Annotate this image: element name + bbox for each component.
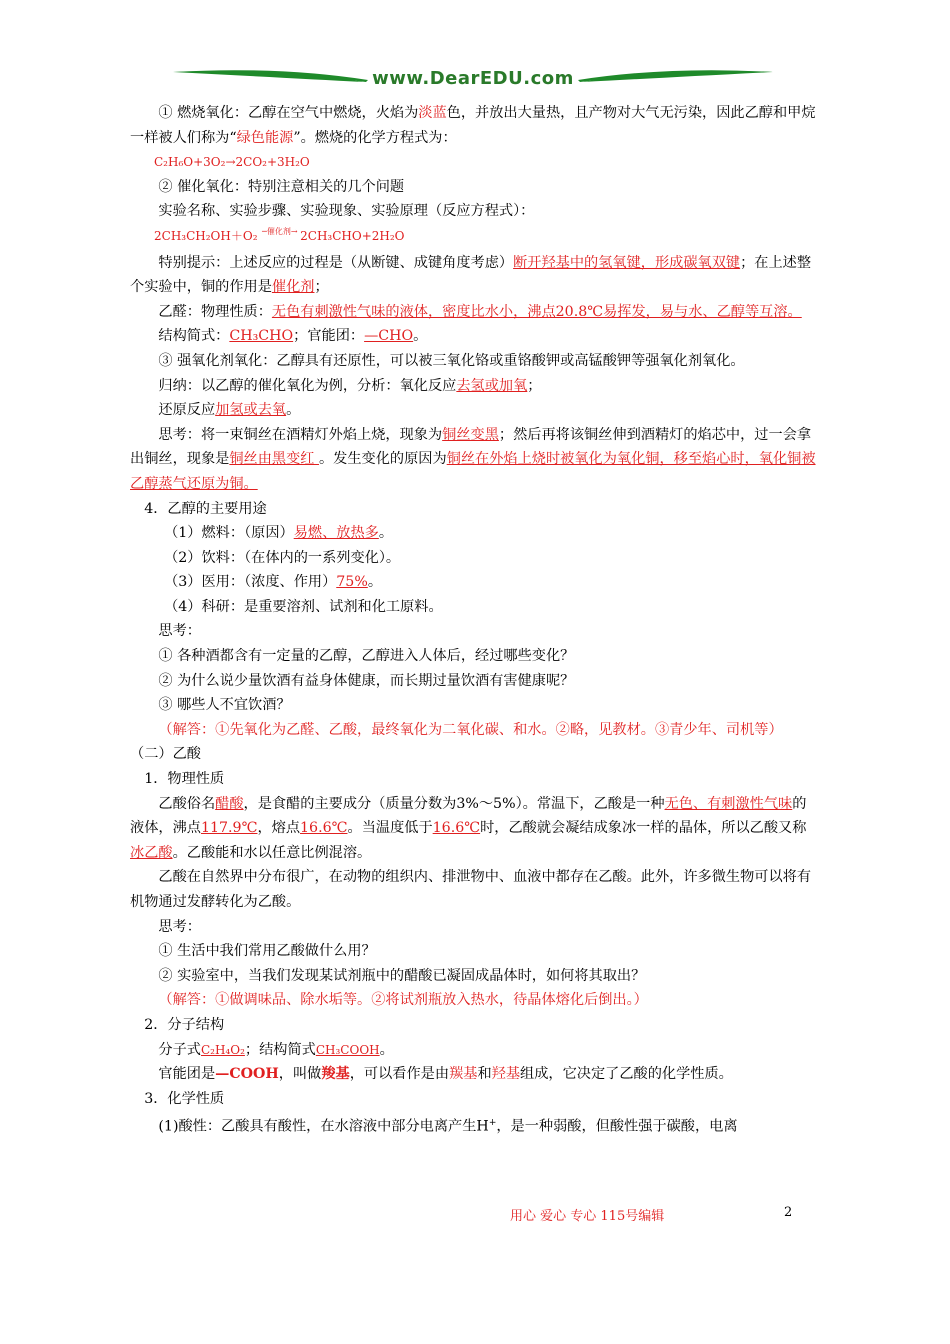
heading-ethanol-uses: 4．乙醇的主要用途 bbox=[144, 500, 267, 517]
question-3: ③ 哪些人不宜饮酒？ bbox=[158, 697, 291, 714]
paragraph-reduction: 还原反应加氢或去氧。 bbox=[158, 402, 301, 419]
use-research: （4）科研：是重要溶剂、试剂和化工原料。 bbox=[164, 598, 443, 615]
answer-1: （解答：①先氧化为乙醛、乙酸，最终氧化为二氧化碳、和水。②略，见教材。③青少年、司机等） bbox=[158, 721, 783, 738]
paragraph-structure: 结构简式：CH₃CHO；官能团：—CHO。 bbox=[158, 328, 428, 345]
paragraph-experiment: 实验名称、实验步骤、实验现象、实验原理（反应方程式）： bbox=[158, 203, 535, 220]
paragraph-nature: 乙酸在自然界中分布很广，在动物的组织内、排泄物中、血液中都存在乙酸。此外，许多微生物可以将有机物通过发酵转化为乙酸。 bbox=[130, 869, 812, 910]
equation-combustion: C₂H₆O+3O₂→2CO₂+3H₂O bbox=[154, 155, 310, 170]
heading-structure: 2．分子结构 bbox=[144, 1016, 225, 1033]
document-body bbox=[130, 101, 820, 1140]
page-number: 2 bbox=[784, 1205, 793, 1220]
answer-2: （解答：①做调味品、除水垢等。②将试剂瓶放入热水，待晶体熔化后倒出。） bbox=[158, 992, 648, 1009]
heading-chemical: 3．化学性质 bbox=[144, 1090, 225, 1107]
paragraph-strong-oxidation: ③ 强氧化剂氧化：乙醇具有还原性，可以被三氧化铬或重铬酸钾或高锰酸钾等强氧化剂氧化。 bbox=[158, 352, 745, 369]
site-banner bbox=[168, 62, 778, 98]
paragraph-physical: 乙酸俗名醋酸，是食醋的主要成分（质量分数为3%～5%）。常温下，乙酸是一种无色、有刺激性气味的液体，沸点117.9℃，熔点16.6℃。当温度低于16.6℃时，乙酸就会凝结成象冰一样的晶体，所以乙酸又称冰乙酸。乙酸能和水以任意比例混溶。 bbox=[130, 795, 807, 861]
paragraph-functional-group: 官能团是—COOH，叫做羧基，可以看作是由羰基和羟基组成，它决定了乙酸的化学性质。 bbox=[158, 1066, 733, 1083]
site-url[interactable]: www.DearEDU.com bbox=[372, 68, 574, 89]
question-2: ② 为什么说少量饮酒有益身体健康，而长期过量饮酒有害健康呢？ bbox=[158, 672, 575, 689]
paragraph-catalytic: ② 催化氧化：特别注意相关的几个问题 bbox=[158, 178, 405, 195]
footer-text: 用心 爱心 专心 115号编辑 bbox=[510, 1209, 665, 1224]
paragraph-copper-wire: 思考：将一束铜丝在酒精灯外焰上烧，现象为铜丝变黑；然后再将该铜丝伸到酒精灯的焰芯中，过一会拿出铜丝，现象是铜丝由黑变红 。发生变化的原因为铜丝在外焰上烧时被氧化为氧化铜，移至焰心时，氧化铜被乙醇蒸气还原为铜。 bbox=[130, 426, 816, 492]
question-1: ① 各种酒都含有一定量的乙醇，乙醇进入人体后，经过哪些变化？ bbox=[158, 648, 575, 665]
paragraph-combustion: ① 燃烧氧化：乙醇在空气中燃烧，火焰为淡蓝色，并放出大量热，且产物对大气无污染，因此乙醇和甲烷一样被人们称为“绿色能源”。燃烧的化学方程式为： bbox=[130, 105, 816, 146]
section-acetic-acid: （二）乙酸 bbox=[130, 746, 201, 763]
paragraph-summary: 归纳：以乙醇的催化氧化为例，分析：氧化反应去氢或加氧； bbox=[158, 377, 542, 394]
paragraph-acetaldehyde: 乙醛：物理性质：无色有刺激性气味的液体，密度比水小，沸点20.8℃易挥发，易与水、乙醇等互溶。 bbox=[158, 303, 802, 320]
use-medical: （3）医用：（浓度、作用）75%。 bbox=[164, 574, 383, 591]
think-label: 思考： bbox=[158, 623, 201, 640]
paragraph-hint: 特别提示：上述反应的过程是（从断键、成键角度考虑）断开羟基中的氢氧键，形成碳氧双键；在上述整个实验中，铜的作用是催化剂； bbox=[130, 254, 812, 296]
use-fuel: （1）燃料：（原因）易燃、放热多。 bbox=[164, 525, 394, 542]
paragraph-acidity: (1)酸性：乙酸具有酸性，在水溶液中部分电离产生H+，是一种弱酸，但酸性强于碳酸，电离 bbox=[158, 1118, 738, 1136]
question-4: ① 生活中我们常用乙酸做什么用？ bbox=[158, 943, 376, 960]
equation-catalytic: 2CH₃CH₂OH＋O₂ $^{─催化剂\to}$ 2CH₃CHO+2H₂O bbox=[154, 226, 405, 243]
think-label-2: 思考： bbox=[158, 918, 201, 935]
heading-physical: 1．物理性质 bbox=[144, 771, 225, 788]
paragraph-formula: 分子式C₂H₄O₂；结构简式CH₃COOH。 bbox=[158, 1041, 394, 1058]
use-drink: （2）饮料：（在体内的一系列变化）。 bbox=[164, 549, 401, 566]
question-5: ② 实验室中，当我们发现某试剂瓶中的醋酸已凝固成晶体时，如何将其取出？ bbox=[158, 967, 646, 984]
